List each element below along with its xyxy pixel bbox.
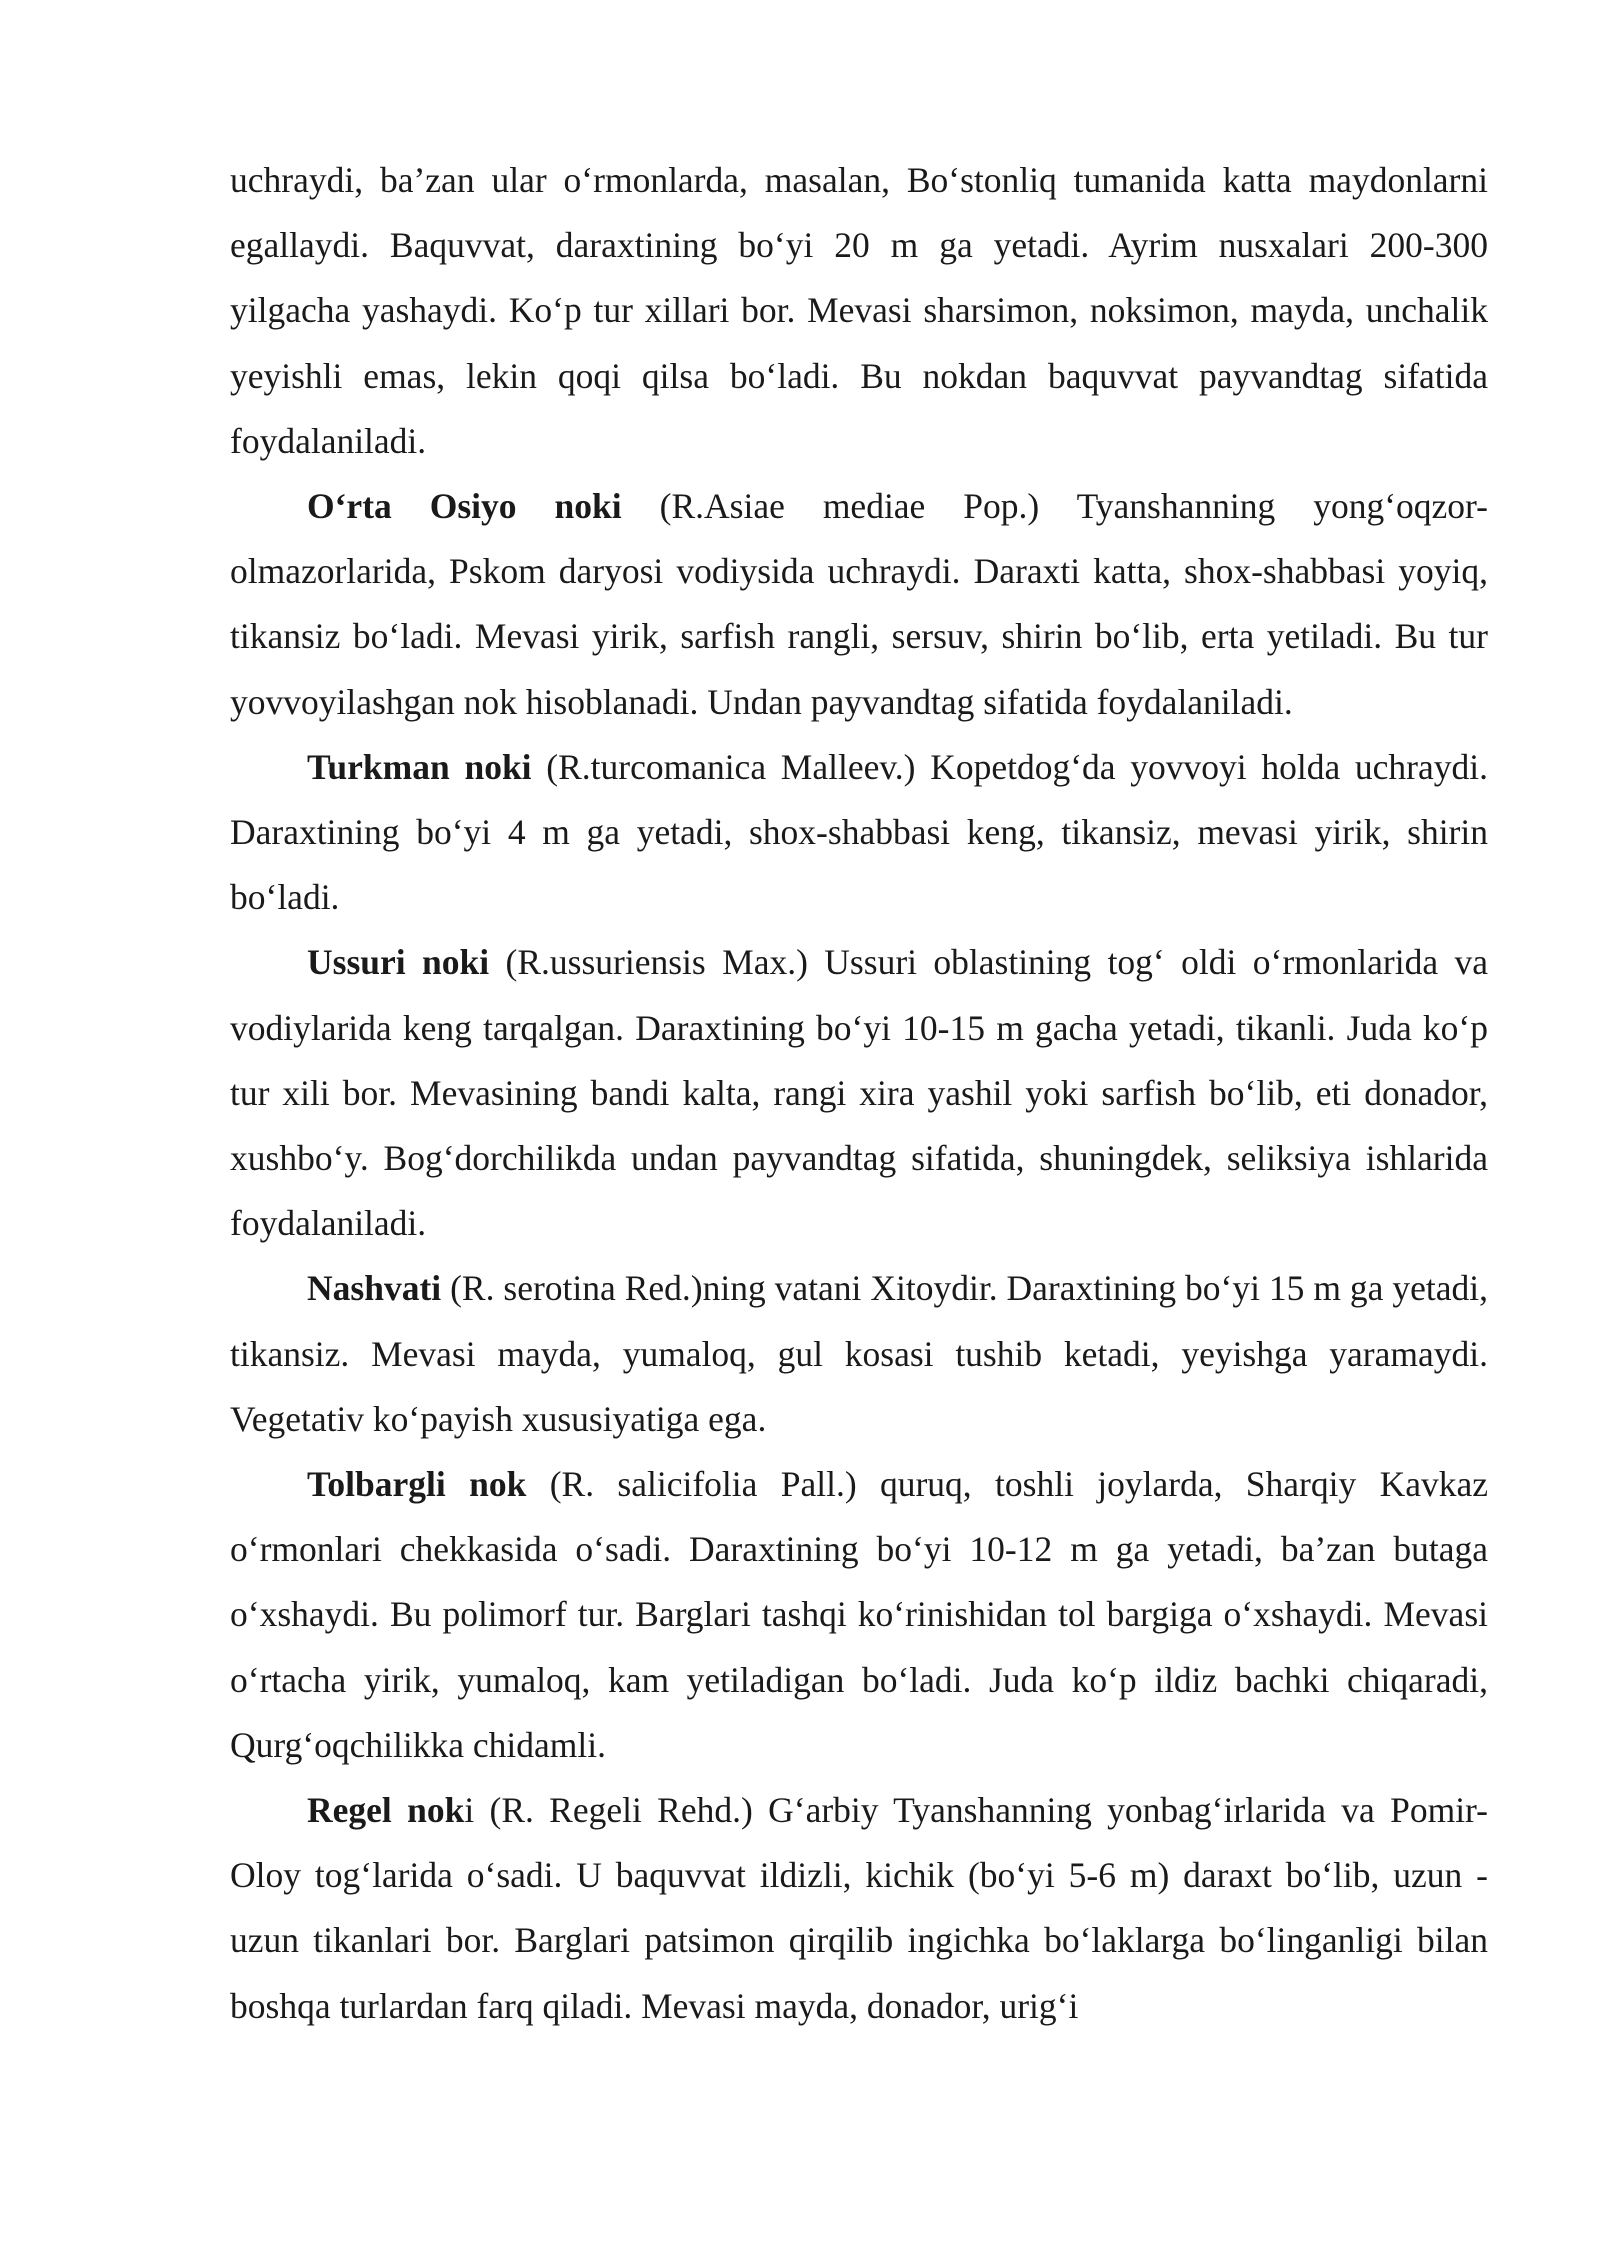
paragraph-orta-osiyo-noki — [230, 474, 1488, 735]
species-term: O‘rta Osiyo noki — [307, 486, 622, 527]
species-term-tail: i — [464, 1790, 475, 1831]
paragraph-ussuri-noki — [230, 930, 1488, 1256]
paragraph-text: (R.Asiae mediae Pop.) Tyanshanning yong‘oqzor-olmazorlarida, Pskom daryosi vodiysida uchraydi. Daraxti katta, shox-shabbasi yoyiq, tikansiz bo‘ladi. Mevasi yirik, sarfish rangli, sersuv, shirin bo‘lib, erta yetiladi. Bu tur yovvoyilashgan nok hisoblanadi. Undan payvandtag sifatida foydalaniladi. — [230, 486, 1488, 722]
document-page — [230, 148, 1488, 2039]
species-term: Ussuri noki — [307, 942, 490, 983]
paragraph-continuation — [230, 148, 1488, 474]
paragraph-text: (R. salicifolia Pall.) quruq, toshli joylarda, Sharqiy Kavkaz o‘rmonlari chekkasida o‘sadi. Daraxtining bo‘yi 10-12 m ga yetadi, ba’zan butaga o‘xshaydi. Bu polimorf tur. Barglari tashqi ko‘rinishidan tol bargiga o‘xshaydi. Mevasi o‘rtacha yirik, yumaloq, kam yetiladigan bo‘ladi. Juda ko‘p ildiz bachki chiqaradi, Qurg‘oqchilikka chidamli. — [230, 1464, 1488, 1765]
paragraph-text: (R.ussuriensis Max.) Ussuri oblastining tog‘ oldi o‘rmonlarida va vodiylarida keng tarqalgan. Daraxtining bo‘yi 10-15 m gacha yetadi, tikanli. Juda ko‘p tur xili bor. Mevasining bandi kalta, rangi xira yashil yoki sarfish bo‘lib, eti donador, xushbo‘y. Bog‘dorchilikda undan payvandtag sifatida, shuningdek, seliksiya ishlarida foydalaniladi. — [230, 942, 1489, 1244]
paragraph-tolbargli-nok — [230, 1452, 1488, 1778]
paragraph-text: (R. Regeli Rehd.) G‘arbiy Tyanshanning yonbag‘irlarida va Pomir- Oloy tog‘larida o‘sadi. U baquvvat ildizli, kichik (bo‘yi 5-6 m) daraxt bo‘lib, uzun - uzun tikanlari bor. Barglari patsimon qirqilib ingichka bo‘laklarga bo‘linganligi bilan boshqa turlardan farq qiladi. Mevasi mayda, donador, urig‘i — [230, 1790, 1488, 2026]
paragraph-regel-noki — [230, 1778, 1488, 2039]
species-term: Tolbargli nok — [307, 1464, 527, 1505]
species-term: Turkman noki — [307, 746, 532, 787]
species-term: Nashvati — [307, 1268, 442, 1309]
species-term: Regel nok — [307, 1790, 465, 1831]
paragraph-nashvati — [230, 1256, 1488, 1452]
paragraph-text: uchraydi, ba’zan ular o‘rmonlarda, masalan, Bo‘stonliq tumanida katta maydonlarni egallaydi. Baquvvat, daraxtining bo‘yi 20 m ga yetadi. Ayrim nusxalari 200-300 yilgacha yashaydi. Ko‘p tur xillari bor. Mevasi sharsimon, noksimon, mayda, unchalik yeyishli emas, lekin qoqi qilsa bo‘ladi. Bu nokdan baquvvat payvandtag sifatida foydalaniladi. — [230, 160, 1488, 461]
paragraph-turkman-noki — [230, 735, 1488, 931]
paragraph-text: (R.turcomanica Malleev.) Kopetdog‘da yovvoyi holda uchraydi. Daraxtining bo‘yi 4 m ga yetadi, shox-shabbasi keng, tikansiz, mevasi yirik, shirin bo‘ladi. — [230, 746, 1489, 918]
paragraph-text: (R. serotina Red.)ning vatani Xitoydir. Daraxtining bo‘yi 15 m ga yetadi, tikansiz. Mevasi mayda, yumaloq, gul kosasi tushib ketadi, yeyishga yaramaydi. Vegetativ ko‘payish xususiyatiga ega. — [230, 1268, 1488, 1439]
